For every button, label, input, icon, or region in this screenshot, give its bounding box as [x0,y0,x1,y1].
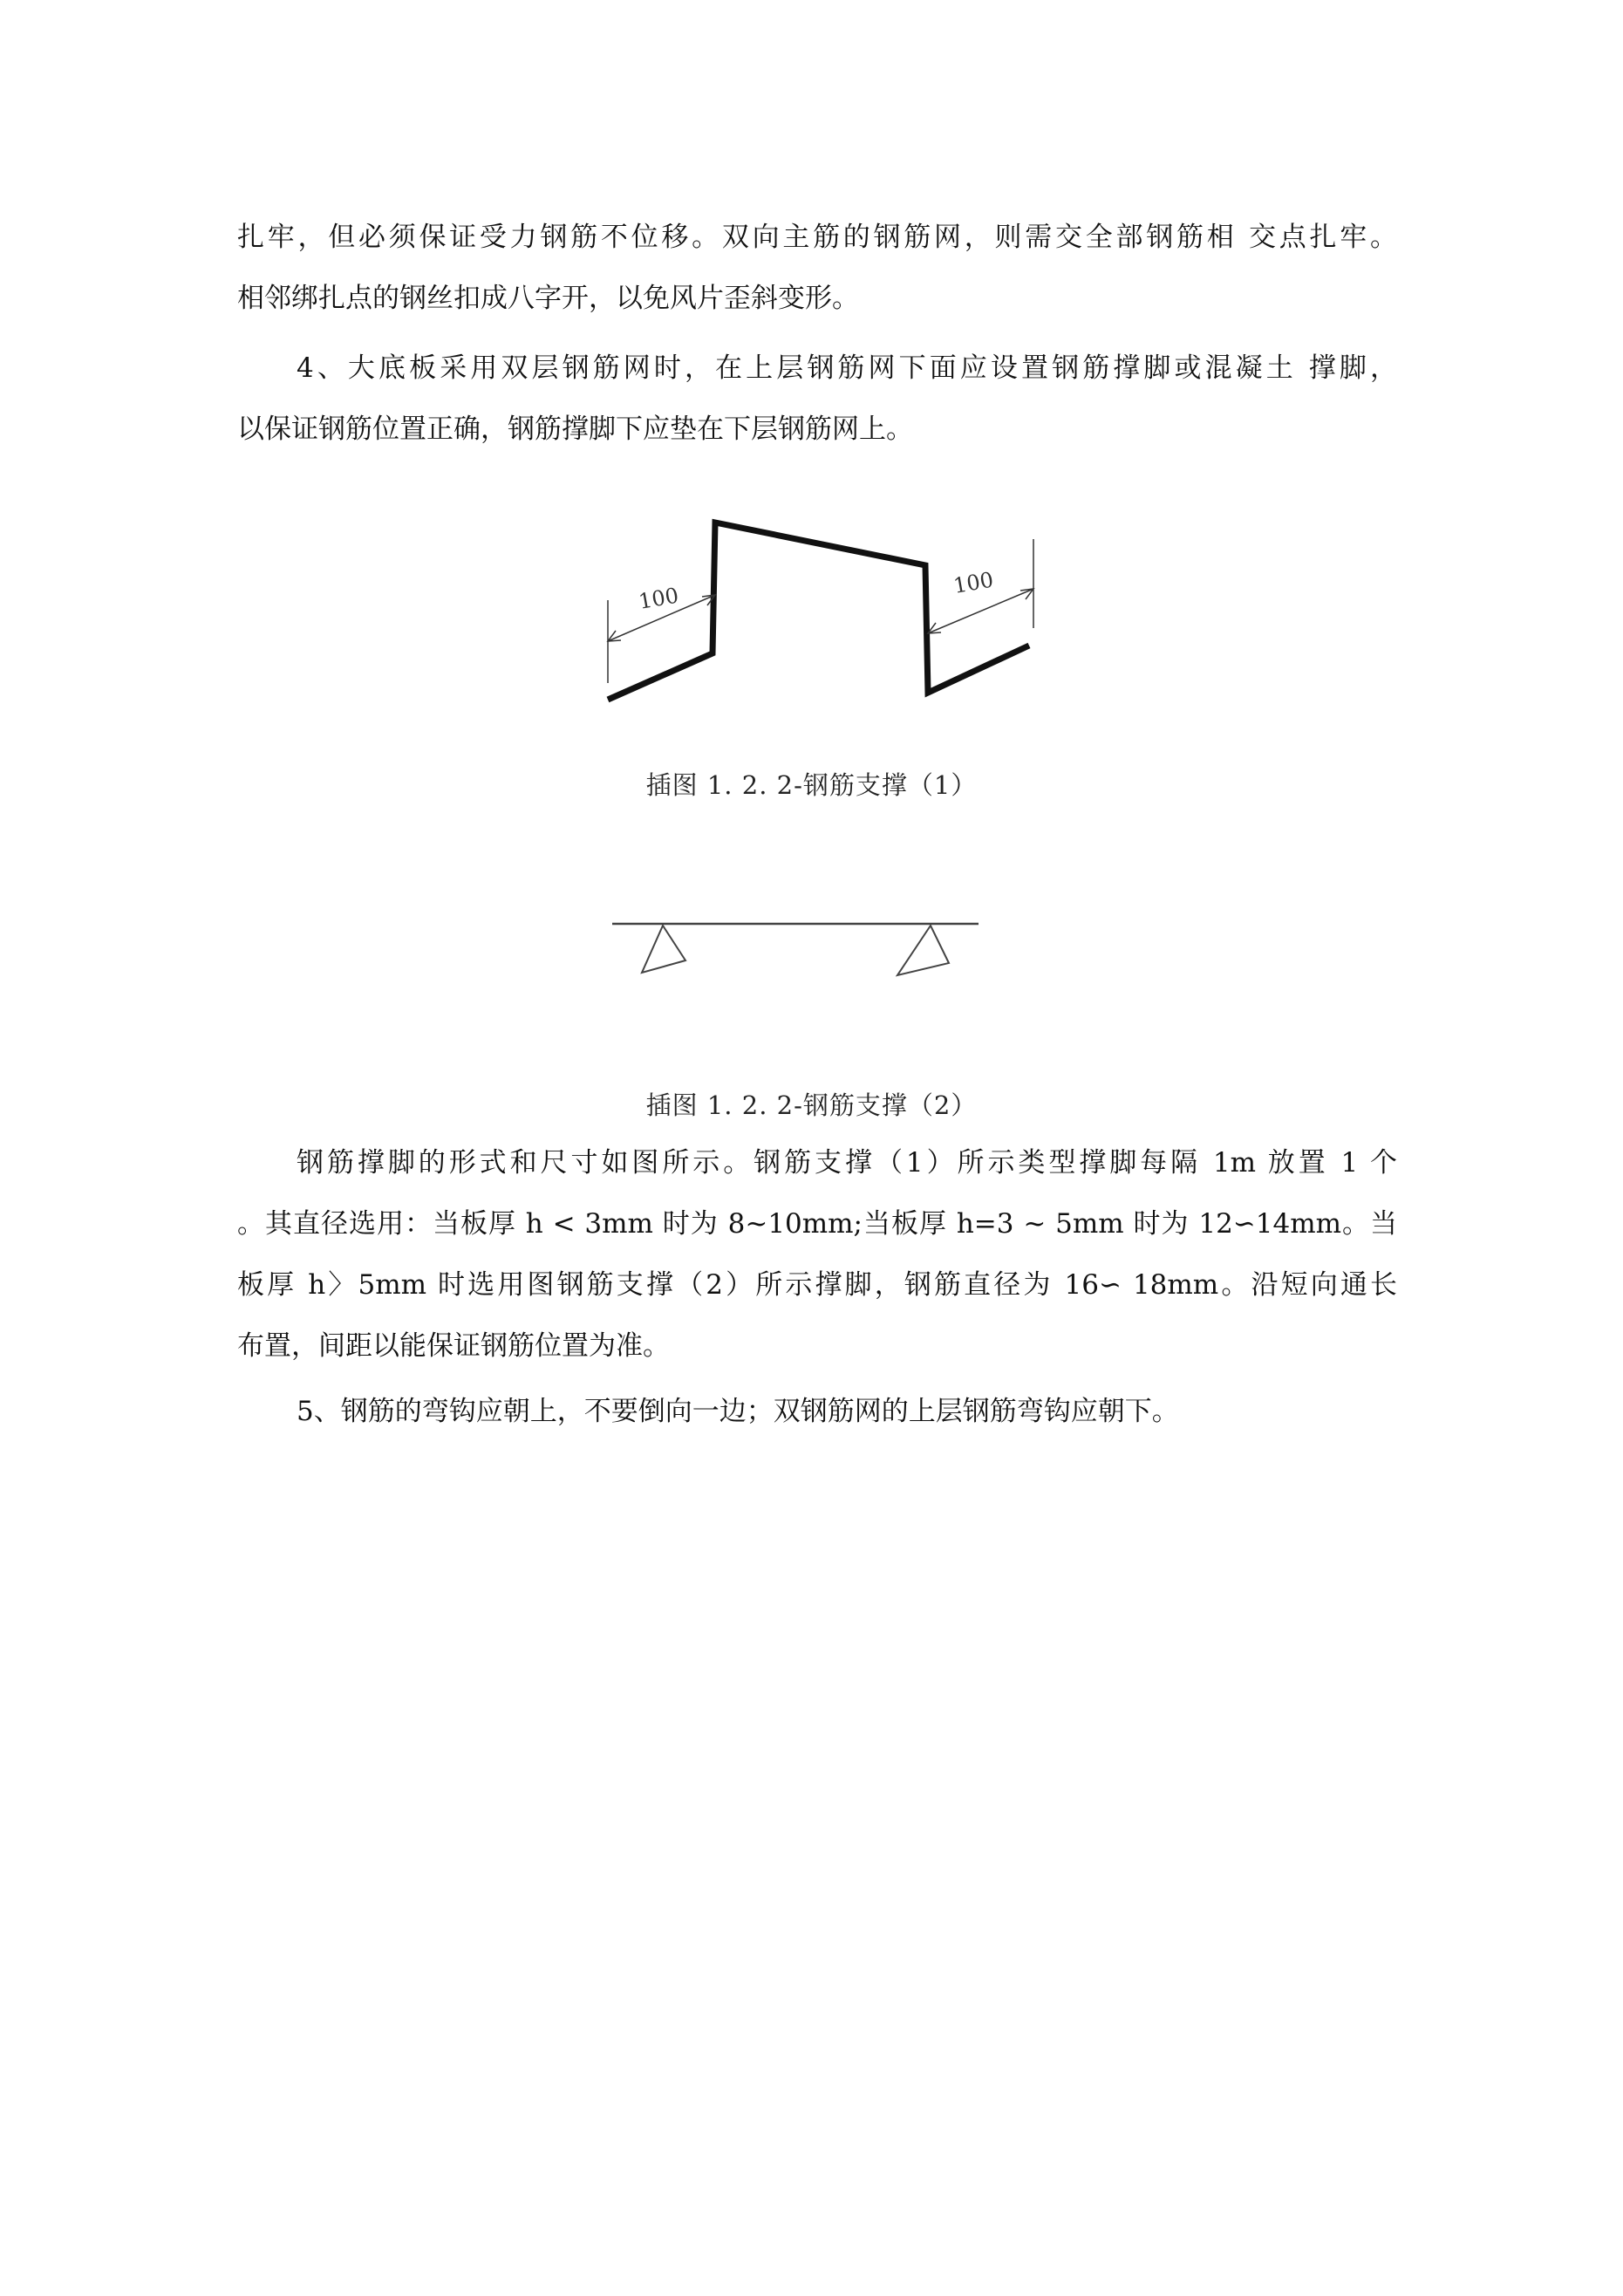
paragraph-4 [237,338,1397,460]
paragraph-support-description [237,1132,1397,1377]
rebar-support-figure-2 [602,907,985,977]
rebar-support-figure-1 [593,506,1064,715]
text-line: 4、大底板采用双层钢筋网时，在上层钢筋网下面应设置钢筋撑脚或混凝土 撑脚， [297,352,1397,384]
text-line: 扎牢，但必须保证受力钢筋不位移。双向主筋的钢筋网，则需交全部钢筋相 交点扎牢。 [237,222,1397,253]
support-triangle-right [897,926,949,975]
text-line: 钢筋撑脚的形式和尺寸如图所示。钢筋支撑（1）所示类型撑脚每隔 1m 放置 1 个 [297,1147,1397,1179]
dimension-label-right: 100 [951,567,996,598]
text-line: 5、钢筋的弯钩应朝上，不要倒向一边；双钢筋网的上层钢筋弯钩应朝下。 [297,1396,1179,1427]
paragraph-top [237,207,1397,329]
text-line: 以保证钢筋位置正确，钢筋撑脚下应垫在下层钢筋网上。 [237,413,913,445]
dimension-label-left: 100 [637,583,681,614]
figure-2-caption: 插图 1. 2. 2-钢筋支撑（2） [645,1090,978,1120]
support-triangle-left [642,926,685,973]
figure-1-caption: 插图 1. 2. 2-钢筋支撑（1） [645,770,978,800]
text-line: 相邻绑扎点的钢丝扣成八字开，以免风片歪斜变形。 [237,283,859,314]
text-line: 布置，间距以能保证钢筋位置为准。 [237,1330,670,1362]
paragraph-5 [237,1381,1397,1442]
rebar-chair-shape [608,523,1029,700]
dimension-line-right [928,589,1033,633]
text-line: 。其直径选用：当板厚 h < 3mm 时为 8~10mm;当板厚 h=3 ~ 5mm 时为 12∽14mm。当 [237,1208,1397,1240]
text-line: 板厚 h〉5mm 时选用图钢筋支撑（2）所示撑脚，钢筋直径为 16∽ 18mm。沿短向通长 [237,1269,1397,1301]
